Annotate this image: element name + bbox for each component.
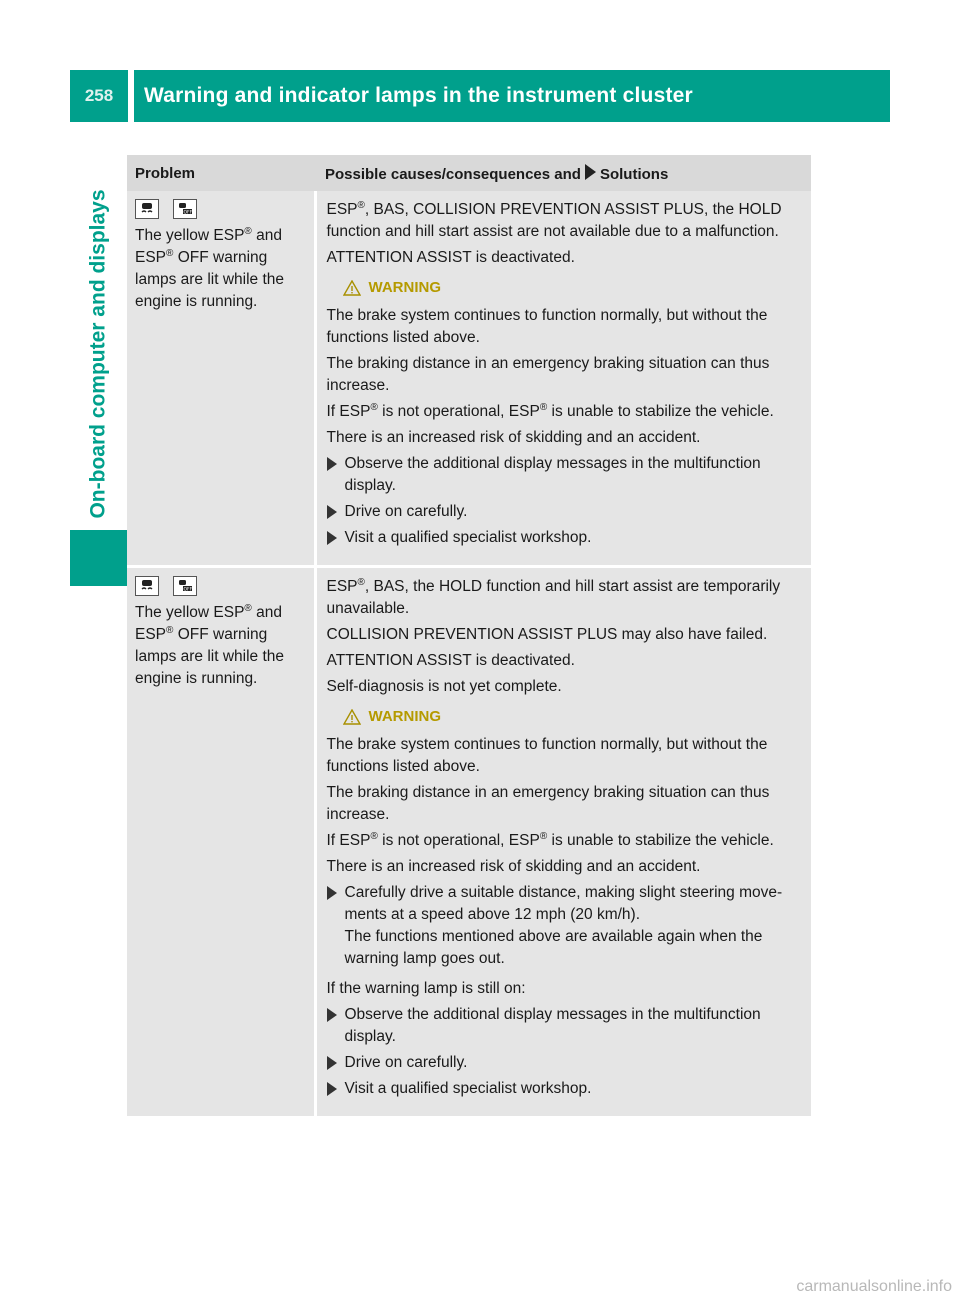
warning-triangle-icon: [343, 280, 361, 296]
step-arrow-icon: [327, 531, 337, 545]
table-row: [127, 191, 811, 567]
column-header-problem: Problem: [127, 155, 315, 191]
problem-text: The yellow ESP® and ESP® OFF warning lamps are lit while the engine is running.: [135, 602, 285, 687]
warning-triangle-icon: [343, 709, 361, 725]
warning-text: The brake system continues to function normally, but without the functions listed above.: [326, 736, 768, 775]
cause-paragraph: ATTENTION ASSIST is deactivated.: [326, 652, 575, 669]
table-header-row: [127, 155, 811, 191]
esp-off-lamp-icon: [173, 199, 197, 219]
solution-step: Observe the additional display messages in the multifunction display.: [327, 453, 804, 497]
warning-label: WARNING: [368, 279, 441, 296]
solution-step: Drive on carefully.: [327, 1052, 804, 1074]
cause-paragraph: COLLISION PREVENTION ASSIST PLUS may also have failed.: [326, 626, 768, 643]
solution-step: Carefully drive a suitable distance, making slight steering move-ments at a speed above 12 mph (20 km/h). The functions mentioned above are available again when the warning lamp goes out.: [327, 882, 804, 970]
esp-off-lamp-icon: [173, 576, 197, 596]
solution-step: Drive on carefully.: [327, 501, 804, 523]
svg-text:OFF: OFF: [183, 587, 193, 593]
cause-paragraph: ESP®, BAS, the HOLD function and hill start assist are temporarily unavailable.: [326, 576, 781, 617]
step-arrow-icon: [327, 1056, 337, 1070]
step-arrow-icon: [327, 505, 337, 519]
lamp-icons: [135, 199, 306, 219]
solution-step: Observe the additional display messages in the multifunction display.: [327, 1004, 804, 1048]
section-side-tab: [70, 122, 128, 586]
step-arrow-icon: [327, 457, 337, 471]
problem-text: The yellow ESP® and ESP® OFF warning lamps are lit while the engine is running.: [135, 225, 285, 310]
page-header: [70, 70, 890, 122]
column-header-solutions-text: Possible causes/consequences and: [325, 165, 581, 183]
warning-text: The braking distance in an emergency braking situation can thus increase.: [326, 355, 770, 394]
column-header-solutions: [315, 155, 811, 191]
warning-text: If ESP® is not operational, ESP® is unable to stabilize the vehicle.: [326, 401, 774, 420]
step-arrow-icon: [327, 886, 337, 900]
esp-warning-lamp-icon: [135, 199, 159, 219]
warning-text: If ESP® is not operational, ESP® is unable to stabilize the vehicle.: [326, 830, 774, 849]
warning-label: WARNING: [368, 708, 441, 725]
svg-text:OFF: OFF: [183, 210, 193, 216]
warning-heading: [343, 706, 804, 728]
lamp-icons: [135, 576, 306, 596]
cause-paragraph: Self-diagnosis is not yet complete.: [326, 678, 562, 695]
section-side-tab-label: On-board computer and displays: [87, 189, 110, 519]
solution-step: Visit a qualified specialist workshop.: [327, 527, 804, 549]
warning-text: There is an increased risk of skidding and an accident.: [326, 429, 701, 446]
arrow-right-icon: [585, 164, 596, 180]
warning-text: The braking distance in an emergency braking situation can thus increase.: [326, 784, 770, 823]
warning-lamp-table: [127, 155, 811, 1116]
solution-step: Visit a qualified specialist workshop.: [327, 1078, 804, 1100]
cause-paragraph: ESP®, BAS, COLLISION PREVENTION ASSIST PLUS, the HOLD function and hill start assist are not available due to a malfunction.: [326, 199, 782, 240]
esp-warning-lamp-icon: [135, 576, 159, 596]
watermark: carmanualsonline.info: [796, 1278, 952, 1295]
table-row: [127, 567, 811, 1117]
solutions-cell: [315, 191, 811, 567]
warning-text: There is an increased risk of skidding and an accident.: [326, 858, 701, 875]
page-number: 258: [84, 86, 114, 105]
header-divider: [128, 70, 134, 122]
problem-cell: [127, 567, 315, 1117]
problem-cell: [127, 191, 315, 567]
cause-paragraph: ATTENTION ASSIST is deactivated.: [326, 249, 575, 266]
solutions-cell: [315, 567, 811, 1117]
section-marker: [70, 530, 128, 586]
page-title: Warning and indicator lamps in the instrument cluster: [144, 84, 693, 107]
warning-text: The brake system continues to function normally, but without the functions listed above.: [326, 307, 768, 346]
condition-text: If the warning lamp is still on:: [326, 980, 526, 997]
step-arrow-icon: [327, 1008, 337, 1022]
warning-heading: [343, 277, 804, 299]
column-header-solutions-label: Solutions: [599, 165, 669, 183]
step-arrow-icon: [327, 1082, 337, 1096]
